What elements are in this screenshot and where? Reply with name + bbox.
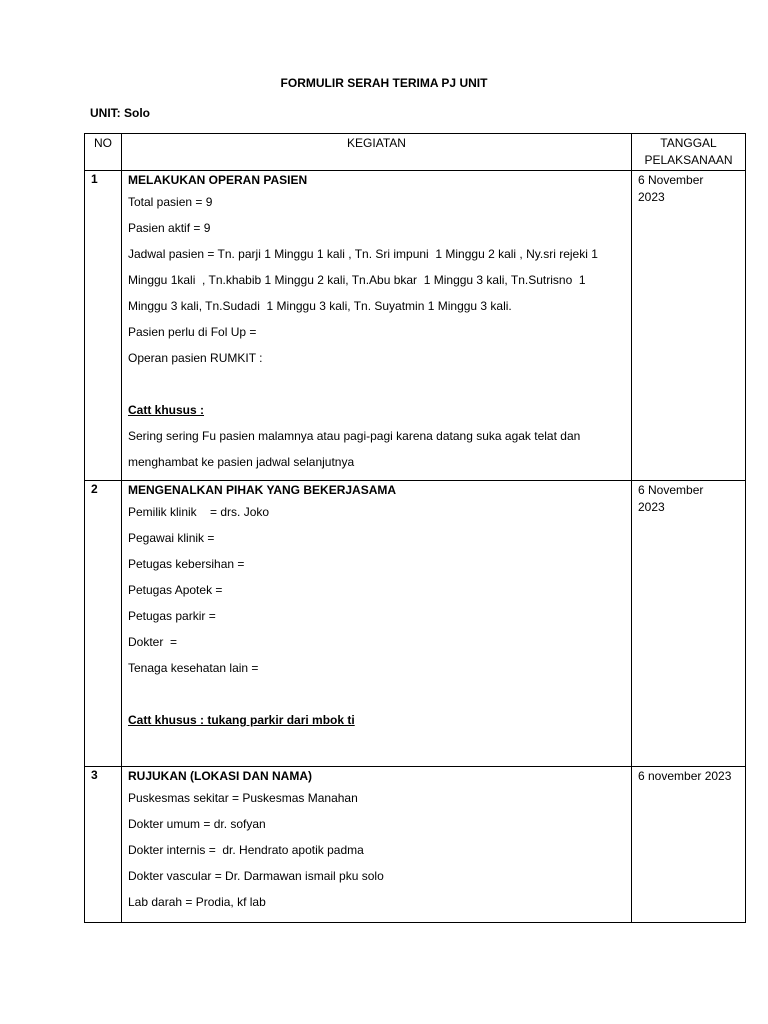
row-line: Operan pasien RUMKIT :: [128, 351, 263, 365]
row-line: Dokter umum = dr. sofyan: [128, 817, 266, 831]
catatan-line: menghambat ke pasien jadwal selanjutnya: [128, 455, 355, 469]
row-heading: MENGENALKAN PIHAK YANG BEKERJASAMA: [128, 483, 397, 497]
row-number: 2: [85, 481, 122, 767]
row-line: Pemilik klinik = drs. Joko: [128, 505, 270, 519]
row-line: Lab darah = Prodia, kf lab: [128, 895, 266, 909]
header-kegiatan: KEGIATAN: [122, 134, 632, 171]
row-line: Dokter internis = dr. Hendrato apotik padma: [128, 843, 364, 857]
table-row: [85, 171, 746, 481]
row-line: Pasien aktif = 9: [128, 221, 211, 235]
row-line: Tenaga kesehatan lain =: [128, 661, 259, 675]
catatan-khusus-label: Catt khusus : tukang parkir dari mbok ti: [128, 713, 355, 727]
row-line: Dokter vascular = Dr. Darmawan ismail pku solo: [128, 869, 384, 883]
blank-line: [128, 371, 625, 397]
header-tanggal-line1: TANGGAL: [660, 136, 717, 150]
catatan-line: Sering sering Fu pasien malamnya atau pagi-pagi karena datang suka agak telat dan: [128, 429, 581, 443]
row-heading: RUJUKAN (LOKASI DAN NAMA): [128, 769, 312, 783]
row-line: Minggu 3 kali, Tn.Sudadi 1 Minggu 3 kali, Tn. Suyatmin 1 Minggu 3 kali.: [128, 299, 512, 313]
row-number: 3: [85, 767, 122, 923]
row-line: Dokter =: [128, 635, 178, 649]
table-header-row: [85, 134, 746, 171]
table-row: [85, 481, 746, 767]
form-title: FORMULIR SERAH TERIMA PJ UNIT: [280, 76, 488, 90]
catatan-khusus-label: Catt khusus :: [128, 403, 205, 417]
tanggal-cell: [632, 481, 746, 767]
tanggal-line2: 2023: [638, 500, 665, 514]
row-line: Puskesmas sekitar = Puskesmas Manahan: [128, 791, 358, 805]
handover-table: [84, 133, 746, 923]
row-line: Pegawai klinik =: [128, 531, 215, 545]
blank-line: [128, 681, 625, 707]
row-heading: MELAKUKAN OPERAN PASIEN: [128, 173, 308, 187]
tanggal-line1: 6 november 2023: [638, 769, 732, 783]
row-line: Petugas parkir =: [128, 609, 216, 623]
table-row: [85, 767, 746, 923]
row-line: Minggu 1kali , Tn.khabib 1 Minggu 2 kali, Tn.Abu bkar 1 Minggu 3 kali, Tn.Sutrisno 1: [128, 273, 586, 287]
header-tanggal: [632, 134, 746, 171]
row-line: Petugas Apotek =: [128, 583, 223, 597]
tanggal-cell: [632, 171, 746, 481]
row-line: Pasien perlu di Fol Up =: [128, 325, 257, 339]
tanggal-line2: 2023: [638, 190, 665, 204]
row-number: 1: [85, 171, 122, 481]
row-line: Petugas kebersihan =: [128, 557, 245, 571]
unit-label: UNIT: Solo: [90, 106, 150, 120]
header-no: NO: [85, 134, 122, 171]
tanggal-cell: [632, 767, 746, 923]
kegiatan-cell: [122, 767, 632, 923]
row-line: Jadwal pasien = Tn. parji 1 Minggu 1 kali , Tn. Sri impuni 1 Minggu 2 kali , Ny.sri rejeki 1: [128, 247, 598, 261]
row-line: Total pasien = 9: [128, 195, 213, 209]
header-tanggal-line2: PELAKSANAAN: [644, 153, 733, 167]
tanggal-line1: 6 November: [638, 483, 704, 497]
tanggal-line1: 6 November: [638, 173, 704, 187]
kegiatan-cell: [122, 171, 632, 481]
kegiatan-cell: [122, 481, 632, 767]
